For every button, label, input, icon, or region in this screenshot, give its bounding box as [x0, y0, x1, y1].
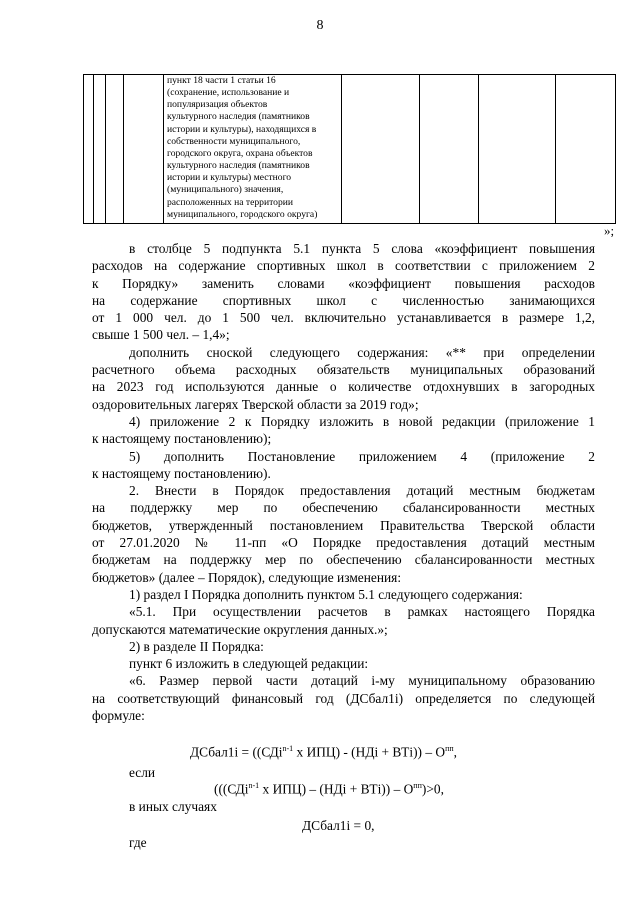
- table-cell-description: [164, 75, 342, 224]
- paragraph-line: допускаются математические округления данных.»;: [92, 621, 388, 637]
- table-cell-line: истории и культуры), находящихся в: [167, 123, 317, 135]
- paragraph-line: на поддержку мер по обеспечению сбалансированности местных: [92, 500, 595, 516]
- table-cell-line: расположенных на территории: [167, 196, 294, 208]
- paragraph-line: на 2023 год используются данные о количестве отдохнувших в загородных: [92, 379, 595, 395]
- table-cell: [342, 75, 420, 224]
- paragraph-line: 1) раздел I Порядка дополнить пунктом 5.1 следующего содержания:: [129, 586, 523, 602]
- table-cell: [556, 75, 616, 224]
- paragraph-line: «6. Размер первой части дотаций i-му муниципальному образованию: [129, 673, 595, 689]
- paragraph-line: оздоровительных лагерях Тверской области за 2019 год»;: [92, 396, 419, 412]
- document-body: [92, 240, 595, 724]
- table-cell-line: собственности муниципального,: [167, 135, 301, 147]
- paragraph-line: бюджетов» (далее – Порядок), следующие изменения:: [92, 569, 402, 585]
- paragraph-line: на соответствующий финансовый год (ДСбал1i) определяется по следующей: [92, 690, 595, 706]
- table-cell-line: муниципального, городского округа): [167, 208, 318, 220]
- paragraph-line: 2) в разделе II Порядка:: [129, 638, 264, 654]
- table-cell: [420, 75, 479, 224]
- word-if: если: [129, 765, 156, 780]
- word-where: где: [129, 835, 147, 850]
- paragraph-line: расчетного объема расходных обязательств муниципальных образований: [92, 362, 595, 378]
- formula-main: ДСбал1i = ((СДi$^{n-1}$ х $ИПЦ) - (НДi + ВТi)) - О^{пп}$,: [190, 744, 457, 760]
- paragraph-line: дополнить сноской следующего содержания: «** при определении: [129, 344, 595, 360]
- table-cell-line: популяризация объектов: [167, 99, 268, 111]
- table-cell: [479, 75, 556, 224]
- paragraph-line: 5) дополнить Постановление приложением 4 (приложение 2: [129, 448, 595, 464]
- paragraph-line: на содержание спортивных школ с численностью занимающихся: [92, 292, 595, 308]
- table-cell-line: истории и культуры) местного: [167, 172, 292, 184]
- paragraph-line: 4) приложение 2 к Порядку изложить в новой редакции (приложение 1: [129, 413, 595, 429]
- paragraph-line: к Порядку» заменить словами «коэффициент повышения расходов: [92, 275, 595, 291]
- word-otherwise: в иных случаях: [129, 799, 217, 814]
- formula-zero: ДСбал1i = 0,: [302, 818, 375, 833]
- page-number: 8: [316, 18, 324, 33]
- table-cell-line: городского округа, охрана объектов: [167, 147, 313, 159]
- table-cell-line: культурного наследия (памятников: [167, 111, 310, 123]
- table-fragment: [83, 74, 616, 224]
- table-cell: [106, 75, 124, 224]
- table-cell-line: (сохранение, использование и: [167, 87, 290, 99]
- paragraph-line: бюджетов, утвержденный постановлением Правительства Тверской области: [92, 517, 595, 533]
- paragraph-line: от 1 000 чел. до 1 500 чел. включительно устанавливается в размере 1,2,: [92, 310, 595, 326]
- paragraph-line: пункт 6 изложить в следующей редакции:: [129, 656, 369, 672]
- paragraph-line: бюджетам на поддержку мер по обеспечению сбалансированности местных: [92, 552, 595, 568]
- table-cell: [124, 75, 164, 224]
- table-cell-line: (муниципального) значения,: [167, 184, 284, 196]
- formula-condition: (((СДi$^{n-1}$ х $ИПЦ) - (НДi + ВТi)) - О^{пп})>0$,: [214, 781, 444, 797]
- table-cell: [94, 75, 106, 224]
- paragraph-line: от 27.01.2020 № 11-пп «О Порядке предоставления дотаций местным: [92, 535, 595, 551]
- paragraph-line: к настоящему постановлению).: [92, 465, 271, 481]
- paragraph-line: формуле:: [92, 708, 145, 724]
- table-closing-quote: »;: [604, 223, 615, 238]
- paragraph-line: 2. Внести в Порядок предоставления дотаций местным бюджетам: [129, 483, 595, 499]
- paragraph-line: «5.1. При осуществлении расчетов в рамках настоящего Порядка: [129, 604, 595, 620]
- table-cell-line: культурного наследия (памятников: [167, 160, 310, 172]
- paragraph-line: свыше 1 500 чел. – 1,4»;: [92, 327, 230, 343]
- table-cell-line: пункт 18 части 1 статьи 16: [167, 75, 276, 86]
- paragraph-line: к настоящему постановлению);: [92, 431, 272, 447]
- table-cell: [84, 75, 94, 224]
- paragraph-line: в столбце 5 подпункта 5.1 пункта 5 слова «коэффициент повышения: [129, 241, 595, 256]
- paragraph-line: расходов на содержание спортивных школ в соответствии с приложением 2: [92, 258, 595, 274]
